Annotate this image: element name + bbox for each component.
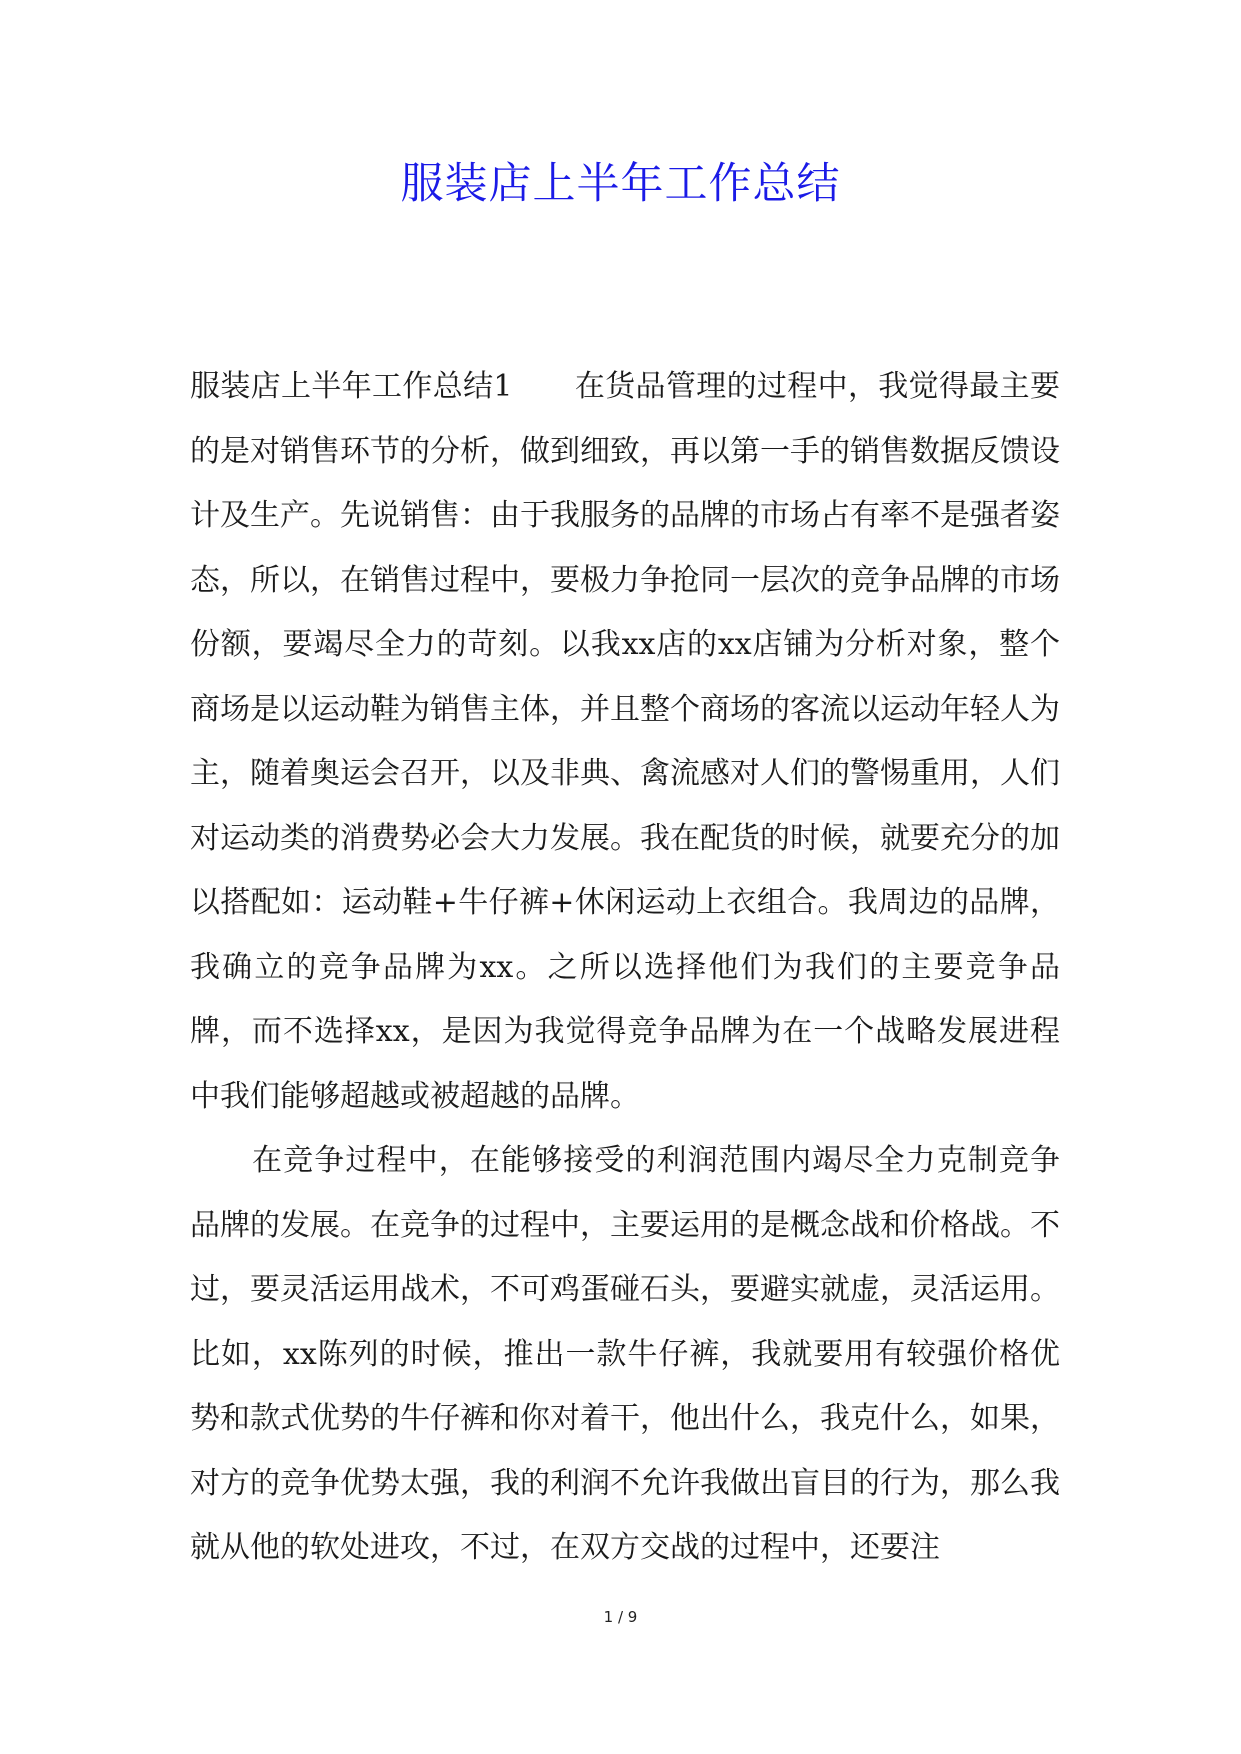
page-number: 1 / 9 (603, 1608, 638, 1626)
paragraph-2: 在竞争过程中，在能够接受的利润范围内竭尽全力克制竞争品牌的发展。在竞争的过程中，主要运用的是概念战和价格战。不过，要灵活运用战术，不可鸡蛋碰石头，要避实就虚，灵活运用。比如，xx陈列的时候，推出一款牛仔裤，我就要用有较强价格优势和款式优势的牛仔裤和你对着干，他出什么，我克什么，如果，对方的竞争优势太强，我的利润不允许我做出盲目的行为，那么我就从他的软处进攻，不过，在双方交战的过程中，还要注 (190, 1143, 1060, 1565)
paragraph-1-heading: 服装店上半年工作总结1 (190, 369, 513, 404)
paragraph-1 (190, 355, 1060, 1129)
paragraph-1-text: 在货品管理的过程中，我觉得最主要的是对销售环节的分析，做到细致，再以第一手的销售数据反馈设计及生产。先说销售：由于我服务的品牌的市场占有率不是强者姿态，所以，在销售过程中，要极力争抢同一层次的竞争品牌的市场份额，要竭尽全力的苛刻。以我xx店的xx店铺为分析对象，整个商场是以运动鞋为销售主体，并且整个商场的客流以运动年轻人为主，随着奥运会召开，以及非典、禽流感对人们的警惕重用，人们对运动类的消费势必会大力发展。我在配货的时候，就要充分的加以搭配如：运动鞋+牛仔裤+休闲运动上衣组合。我周边的品牌，我确立的竞争品牌为xx。之所以选择他们为我们的主要竞争品牌，而不选择xx，是因为我觉得竞争品牌为在一个战略发展进程中我们能够超越或被超越的品牌。 (190, 369, 1060, 1114)
document-title: 服装店上半年工作总结 (400, 159, 841, 209)
document-body (190, 355, 1060, 1581)
